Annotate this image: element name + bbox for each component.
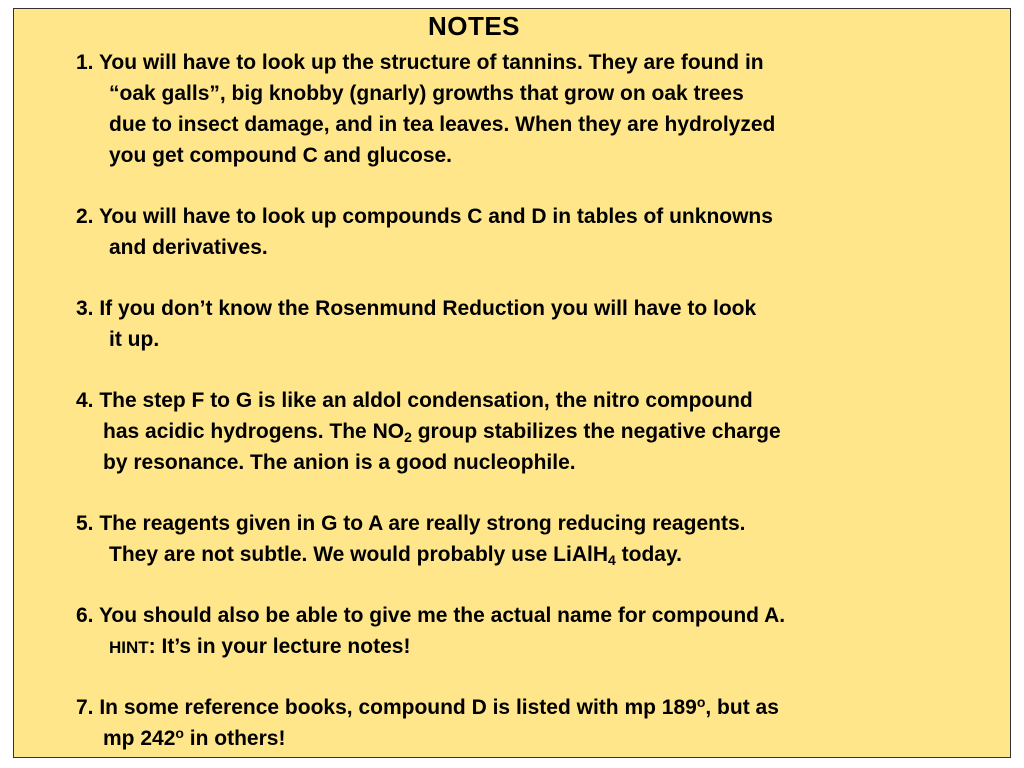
note-3 [76, 293, 976, 355]
note-5-line-1: 5. The reagents given in G to A are really strong reducing reagents. [76, 512, 746, 535]
no2-subscript: 2 [404, 429, 412, 445]
note-6 [76, 600, 976, 663]
note-4-line-1: 4. The step F to G is like an aldol condensation, the nitro compound [76, 389, 753, 412]
note-7-line-1 [76, 692, 976, 723]
note-5-line-2 [76, 539, 976, 570]
notes-slide [13, 8, 1011, 758]
note-1-line-4: you get compound C and glucose. [109, 144, 453, 167]
note-7 [76, 692, 976, 754]
note-6-line-1: 6. You should also be able to give me the actual name for compound A. [76, 604, 786, 627]
note-7-line-2 [76, 723, 976, 754]
degree-superscript-242: o [175, 725, 184, 741]
note-7-line-2-a: mp 242 [103, 727, 176, 750]
note-5-line-2-b: today. [615, 543, 682, 566]
note-6-line-2 [76, 631, 976, 663]
note-3-line-2: it up. [109, 328, 160, 351]
note-2-line-2: and derivatives. [109, 236, 268, 259]
degree-superscript-189: o [696, 694, 706, 710]
note-4 [76, 385, 976, 478]
note-1-line-2: “oak galls”, big knobby (gnarly) growths that grow on oak trees [109, 82, 744, 105]
note-5 [76, 508, 976, 570]
note-1-line-3: due to insect damage, and in tea leaves. When they are hydrolyzed [109, 113, 776, 136]
lialh4-subscript: 4 [608, 552, 616, 568]
note-4-line-2 [76, 416, 976, 447]
note-5-line-2-a: They are not subtle. We would probably use LiAlH [109, 543, 609, 566]
note-1-line-1: 1. You will have to look up the structure of tannins. They are found in [76, 51, 764, 74]
note-4-line-3: by resonance. The anion is a good nucleophile. [103, 451, 576, 474]
note-2 [76, 201, 976, 263]
note-4-line-2-a: has acidic hydrogens. The NO [103, 420, 405, 443]
note-1 [76, 47, 976, 171]
note-2-line-1: 2. You will have to look up compounds C and D in tables of unknowns [76, 205, 773, 228]
note-7-line-1-a: 7. In some reference books, compound D is listed with mp 189 [76, 696, 697, 719]
note-4-line-2-b: group stabilizes the negative charge [411, 420, 781, 443]
note-3-line-1: 3. If you don’t know the Rosenmund Reduction you will have to look [76, 297, 757, 320]
page-title: NOTES [427, 11, 521, 41]
note-6-line-2-text: : It’s in your lecture notes! [148, 635, 411, 658]
note-7-line-1-b: , but as [705, 696, 779, 719]
hint-label: HINT [109, 638, 149, 657]
note-7-line-2-b: in others! [183, 727, 286, 750]
